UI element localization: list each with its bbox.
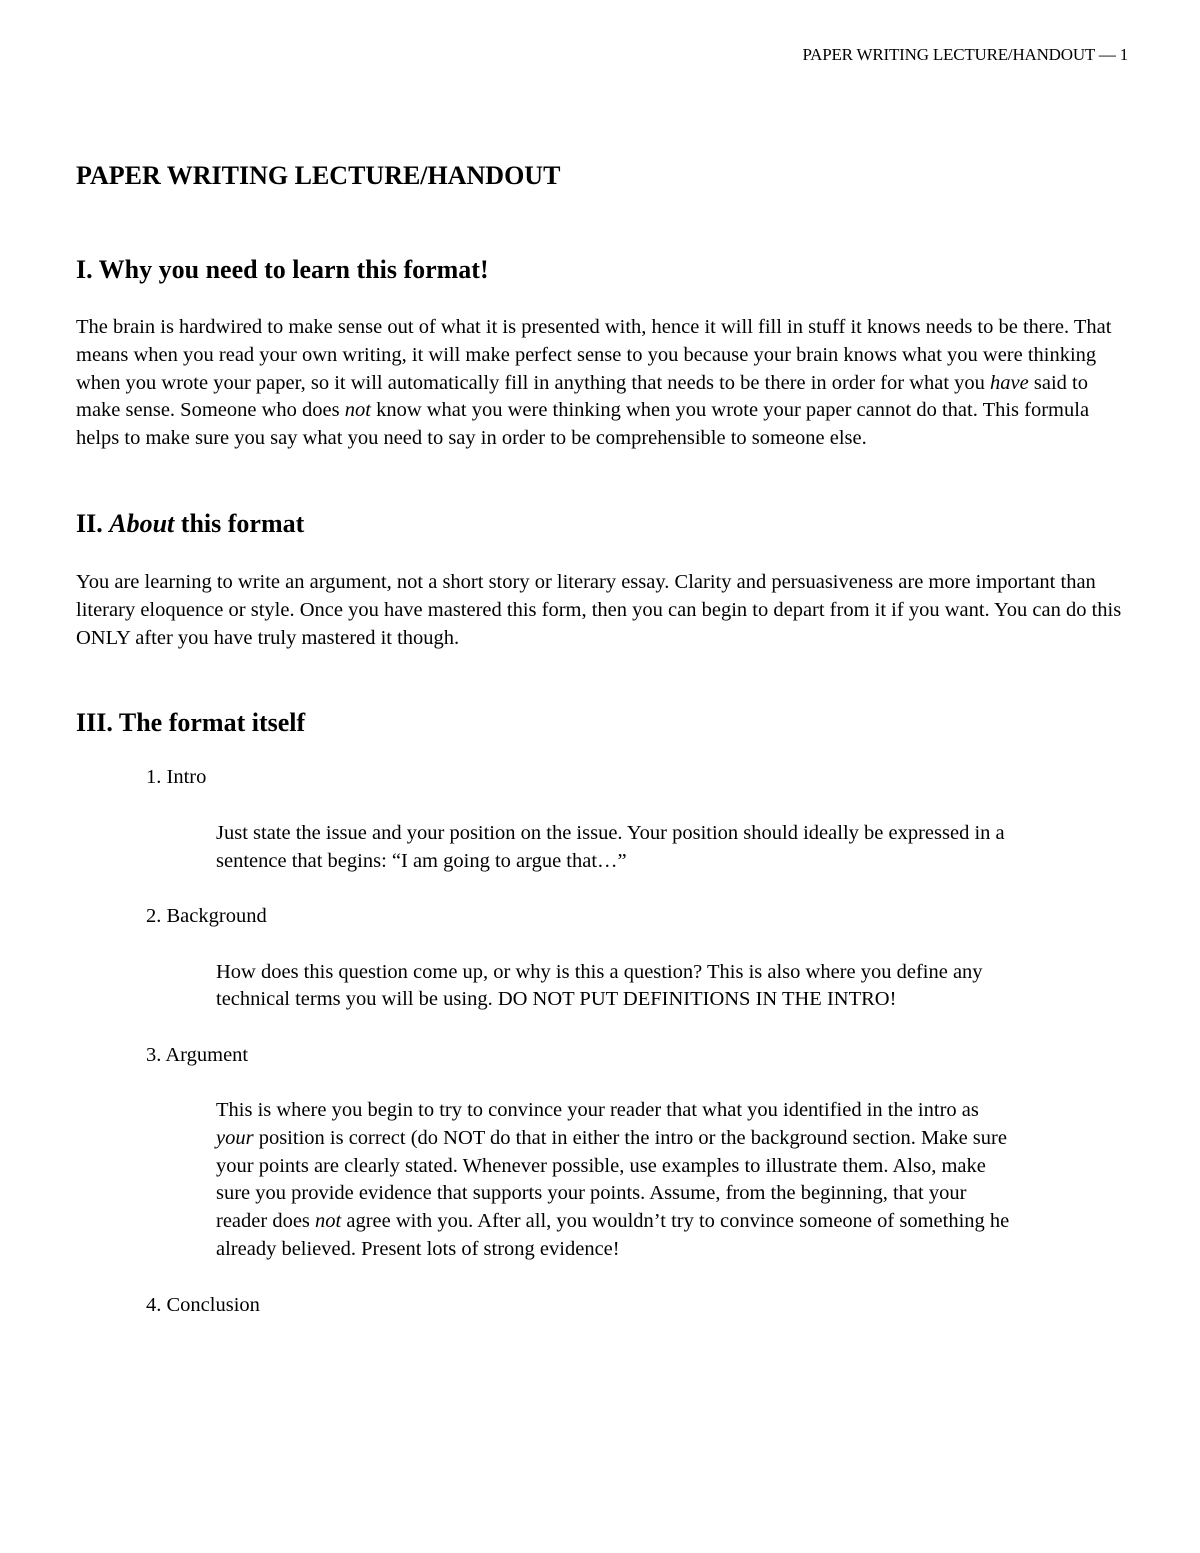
- paragraph-text: position is correct (do NOT do that in either the intro or the background section. Make sure your points are clearly stated. Whenever possible, use examples to illustrate them. Also, make sure you provide evidence that supports your points. Assume, from the beginning, that your reader does: [216, 1126, 1007, 1233]
- list-item-label-conclusion: 4. Conclusion: [146, 1293, 260, 1316]
- heading-emphasis-about: About: [109, 508, 175, 538]
- running-header: PAPER WRITING LECTURE/HANDOUT — 1: [802, 45, 1128, 64]
- paragraph-text: This is where you begin to try to convince your reader that what you identified in the intro as: [216, 1098, 979, 1121]
- document-title: PAPER WRITING LECTURE/HANDOUT: [76, 161, 561, 190]
- format-steps-list: [76, 764, 1136, 1319]
- section-paragraph-about: You are learning to write an argument, not a short story or literary essay. Clarity and persuasiveness are more important than literary eloquence or style. Once you have mastered this form, then you can begin to depart from it if you want. You can do this ONLY after you have truly mastered it though.: [76, 570, 1122, 649]
- list-item-body-background: How does this question come up, or why is this a question? This is also where you define any technical terms you will be using. DO NOT PUT DEFINITIONS IN THE INTRO!: [216, 960, 983, 1011]
- paragraph-text: said to make sense. Someone who does: [76, 371, 1088, 422]
- heading-prefix: II.: [76, 508, 110, 538]
- paragraph-text: agree with you. After all, you wouldn’t try to convince someone of something he already believed. Present lots of strong evidence!: [216, 1210, 1010, 1260]
- list-item-body-intro: Just state the issue and your position on the issue. Your position should ideally be expressed in a sentence that begins: “I am going to argue that…”: [216, 822, 1005, 872]
- paragraph-text: The brain is hardwired to make sense out of what it is presented with, hence it will fill in stuff it knows needs to be there. That means when you read your own writing, it will make perfect sense to you because your brain knows what you were thinking when you wrote your paper, so it will automatically fill in anything that needs to be there in order for what you: [76, 316, 1112, 394]
- list-item-label-intro: 1. Intro: [146, 766, 207, 789]
- section-paragraph-why: [76, 314, 1136, 453]
- emphasis-not: not: [315, 1210, 342, 1233]
- emphasis-not: not: [344, 399, 371, 422]
- heading-suffix: this format: [174, 508, 305, 538]
- section-heading-about: [76, 508, 1136, 540]
- list-item-body-argument: [76, 1097, 1016, 1264]
- document-body: [76, 160, 1136, 1320]
- list-item-label-background: 2. Background: [146, 904, 267, 927]
- list-item-label-argument: 3. Argument: [146, 1044, 249, 1067]
- section-heading-format: III. The format itself: [76, 708, 306, 738]
- paragraph-text: know what you were thinking when you wrote your paper cannot do that. This formula helps to make sure you say what you need to say in order to be comprehensible to someone else.: [76, 399, 1090, 450]
- emphasis-have: have: [990, 371, 1029, 394]
- section-heading-why: I. Why you need to learn this format!: [76, 255, 489, 284]
- emphasis-your: your: [216, 1126, 254, 1149]
